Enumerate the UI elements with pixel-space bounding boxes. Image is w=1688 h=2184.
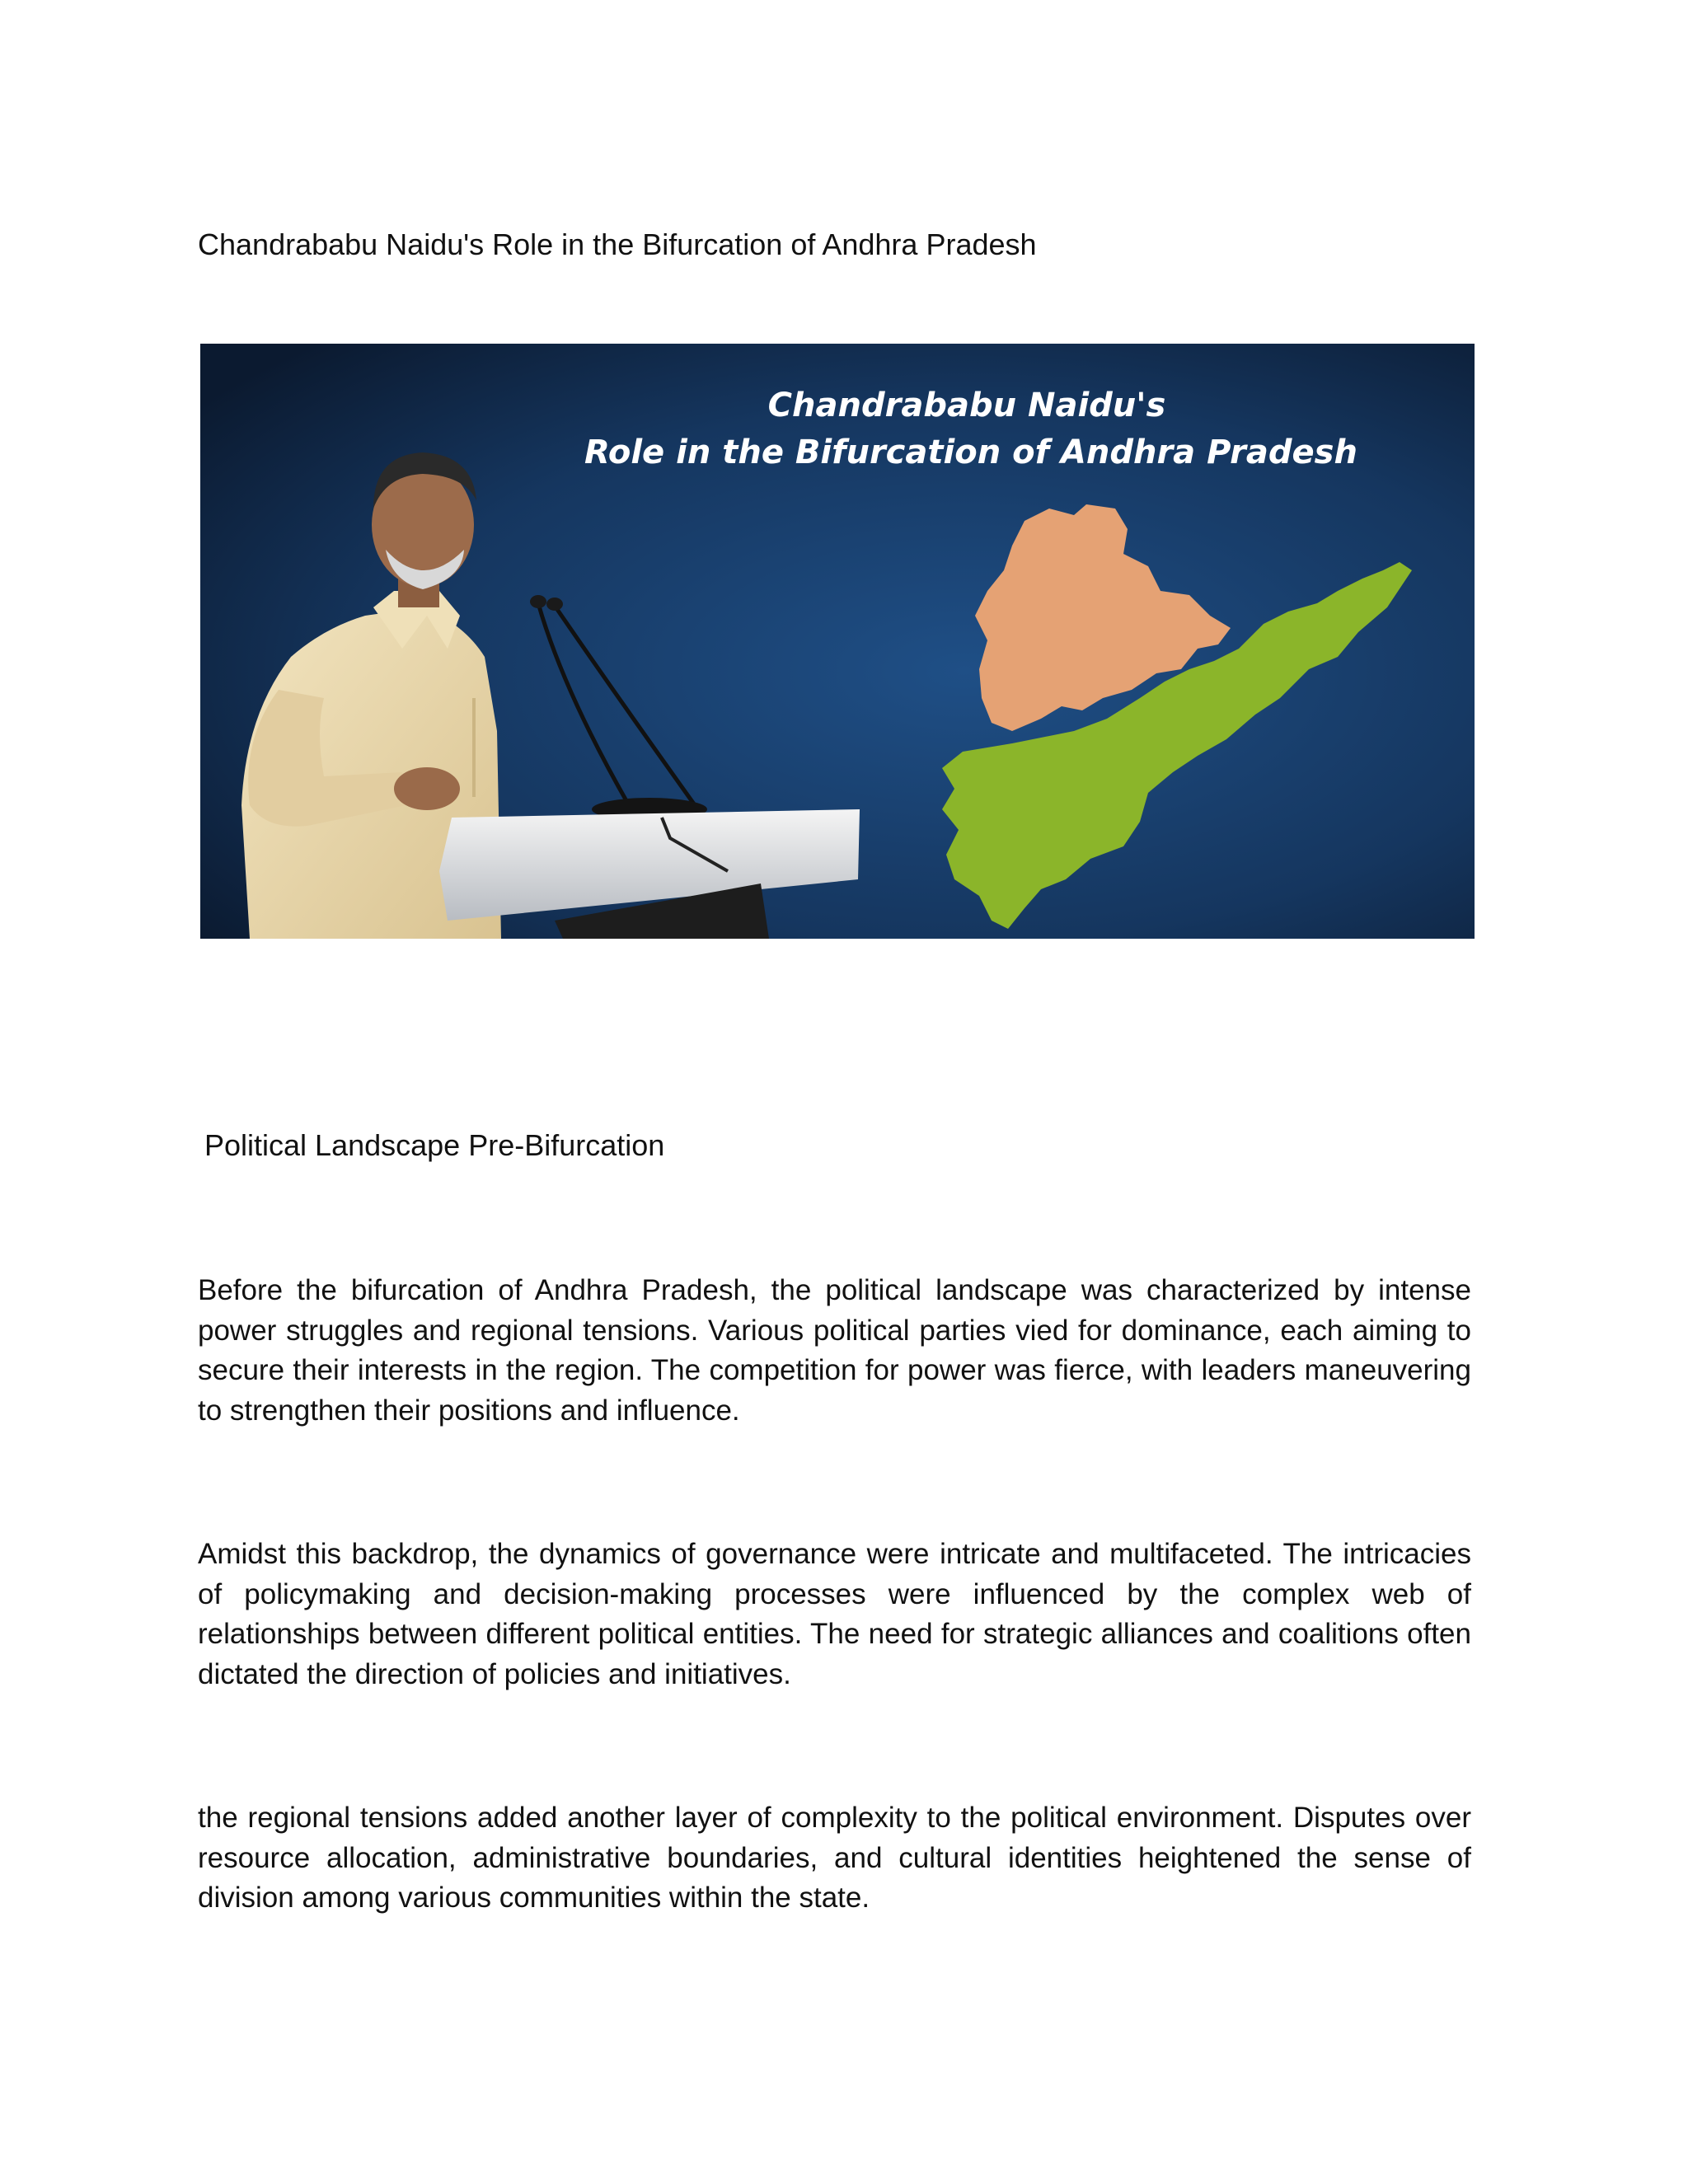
document-title: Chandrababu Naidu's Role in the Bifurcation of Andhra Pradesh bbox=[198, 227, 1037, 261]
paragraph-2: Amidst this backdrop, the dynamics of governance were intricate and multifaceted. The intricacies of policymaking and decision-making processes were influenced by the complex web of relationships between different political entities. The need for strategic alliances and coalitions often dictated the direction of policies and initiatives. bbox=[198, 1538, 1471, 1690]
section-heading: Political Landscape Pre-Bifurcation bbox=[204, 1128, 665, 1162]
paragraph-3: the regional tensions added another layer of complexity to the political environment. Disputes over resource allocation, administrative boundaries, and cultural identities heightened the sense of division among various communities within the state. bbox=[198, 1802, 1471, 1914]
banner-title-line1: Chandrababu Naidu's bbox=[767, 387, 1166, 424]
banner-title-line2: Role in the Bifurcation of Andhra Pradesh bbox=[584, 434, 1357, 471]
banner-image bbox=[200, 344, 1475, 939]
paragraph-1: Before the bifurcation of Andhra Pradesh, the political landscape was characterized by intense power struggles and regional tensions. Various political parties vied for dominance, each aiming to secure their interests in the region. The competition for power was fierce, with leaders maneuvering to strengthen their positions and influence. bbox=[198, 1274, 1471, 1427]
